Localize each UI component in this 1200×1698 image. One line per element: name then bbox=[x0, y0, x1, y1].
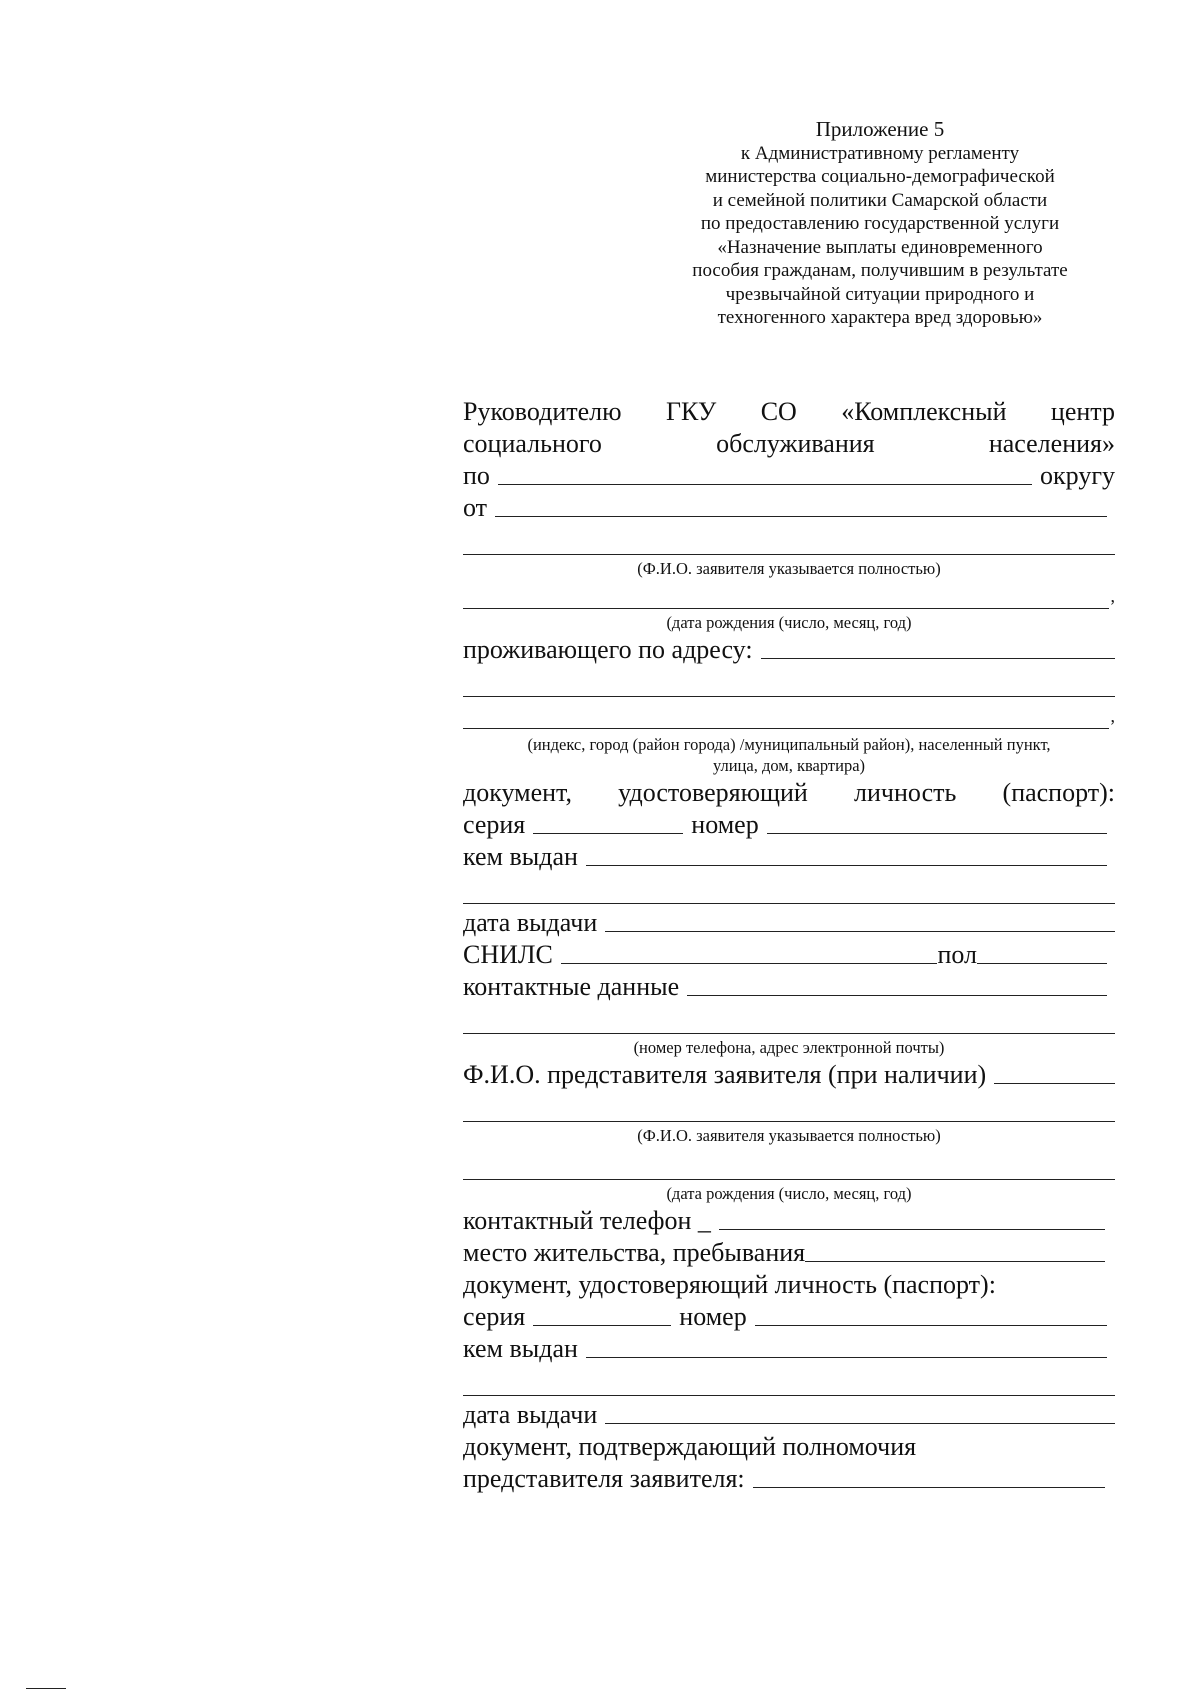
number-label: номер bbox=[679, 1302, 747, 1331]
applicant-series-field[interactable] bbox=[533, 811, 683, 834]
applicant-fio-row bbox=[463, 531, 1115, 557]
header-line: и семейной политики Самарской области bbox=[712, 189, 1048, 211]
header-line: министерства социально-демографической bbox=[705, 166, 1055, 187]
contacts-row-2 bbox=[463, 1010, 1115, 1036]
rep-residence-label: место жительства, пребывания bbox=[463, 1238, 806, 1267]
number-label: номер bbox=[691, 810, 759, 839]
rep-authority-row-2 bbox=[463, 1462, 1115, 1494]
contacts-caption: (номер телефона, адрес электронной почты) bbox=[633, 1038, 945, 1057]
rep-issue-date-field[interactable] bbox=[605, 1401, 1115, 1424]
rep-issued-row bbox=[463, 1332, 1115, 1364]
rep-issued-field[interactable] bbox=[586, 1335, 1107, 1358]
rep-residence-row bbox=[463, 1236, 1115, 1268]
applicant-issued-field[interactable] bbox=[586, 843, 1107, 866]
contacts-field-2[interactable] bbox=[463, 1011, 1115, 1034]
rep-fio-caption: (Ф.И.О. заявителя указывается полностью) bbox=[637, 1126, 941, 1145]
series-label: серия bbox=[463, 810, 526, 839]
doc-word: удостоверяющий bbox=[618, 778, 808, 807]
address-row-3 bbox=[463, 705, 1115, 731]
header-line: техногенного характера вред здоровью» bbox=[717, 307, 1043, 328]
issue-date-label: дата выдачи bbox=[463, 1400, 598, 1429]
applicant-issued-field-2[interactable] bbox=[463, 881, 1115, 904]
okrugu-label: округу bbox=[1040, 461, 1115, 490]
from-field[interactable] bbox=[495, 494, 1107, 517]
contacts-field[interactable] bbox=[687, 973, 1107, 996]
po-label: по bbox=[463, 461, 490, 490]
residing-row bbox=[463, 633, 1115, 665]
footer-mark bbox=[26, 1688, 66, 1689]
addressee-word: Руководителю bbox=[463, 397, 622, 426]
applicant-number-field[interactable] bbox=[767, 811, 1107, 834]
rep-fio-label: Ф.И.О. представителя заявителя (при наличии) bbox=[463, 1060, 987, 1089]
addressee-word: центр bbox=[1050, 397, 1115, 426]
address-field-1[interactable] bbox=[761, 636, 1115, 659]
rep-birth-caption: (дата рождения (число, месяц, год) bbox=[666, 1184, 912, 1203]
header-line: пособия гражданам, получившим в результате bbox=[692, 260, 1068, 281]
snils-label: СНИЛС bbox=[463, 940, 553, 969]
issue-date-label: дата выдачи bbox=[463, 908, 598, 937]
addressee-line-2 bbox=[463, 427, 1115, 459]
rep-phone-label: контактный телефон _ bbox=[463, 1206, 711, 1235]
doc-word: (паспорт): bbox=[1002, 778, 1115, 807]
addressee-word: обслуживания bbox=[716, 429, 875, 458]
rep-passport-row bbox=[463, 1300, 1115, 1332]
rep-fio-row-2 bbox=[463, 1098, 1115, 1124]
appendix-header bbox=[620, 118, 1140, 330]
applicant-birth-caption: (дата рождения (число, месяц, год) bbox=[666, 613, 912, 632]
contacts-label: контактные данные bbox=[463, 972, 680, 1001]
rep-doc-label: документ, удостоверяющий личность (паспорт): bbox=[463, 1270, 996, 1299]
appendix-number: Приложение 5 bbox=[815, 117, 945, 141]
rep-authority-field[interactable] bbox=[753, 1465, 1105, 1488]
header-line: «Назначение выплаты единовременного bbox=[717, 236, 1043, 258]
from-row bbox=[463, 491, 1115, 523]
ot-label: от bbox=[463, 493, 488, 522]
rep-issue-date-row bbox=[463, 1398, 1115, 1430]
rep-issued-field-2[interactable] bbox=[463, 1373, 1115, 1396]
doc-word: личность bbox=[854, 778, 957, 807]
addressee-word: «Комплексный bbox=[841, 397, 1007, 426]
issued-by-label: кем выдан bbox=[463, 1334, 578, 1363]
district-field[interactable] bbox=[498, 462, 1032, 485]
comma-mark: , bbox=[1110, 586, 1115, 606]
address-field-2[interactable] bbox=[463, 674, 1115, 697]
address-field-3[interactable] bbox=[463, 706, 1109, 729]
rep-fio-field[interactable] bbox=[994, 1061, 1115, 1084]
district-row bbox=[463, 459, 1115, 491]
applicant-fio-caption: (Ф.И.О. заявителя указывается полностью) bbox=[637, 559, 941, 578]
sex-field[interactable] bbox=[977, 941, 1107, 964]
address-caption bbox=[463, 734, 1115, 776]
applicant-issue-date-field[interactable] bbox=[605, 909, 1115, 932]
residing-label: проживающего по адресу: bbox=[463, 635, 753, 664]
addressee-line-1 bbox=[463, 395, 1115, 427]
header-line: к Административному регламенту bbox=[740, 142, 1020, 164]
rep-issued-row-2 bbox=[463, 1372, 1115, 1398]
address-caption-line: (индекс, город (район города) /муниципальный район), населенный пункт, bbox=[527, 735, 1051, 754]
applicant-fio-field[interactable] bbox=[463, 532, 1115, 555]
rep-birth-row bbox=[463, 1156, 1115, 1182]
application-form bbox=[463, 395, 1115, 1494]
rep-fio-field-2[interactable] bbox=[463, 1099, 1115, 1122]
rep-series-field[interactable] bbox=[533, 1303, 671, 1326]
applicant-birth-row bbox=[463, 585, 1115, 611]
contacts-row bbox=[463, 970, 1115, 1002]
snils-row bbox=[463, 938, 1115, 970]
rep-phone-field[interactable] bbox=[719, 1207, 1105, 1230]
applicant-issued-row bbox=[463, 840, 1115, 872]
rep-authority-row-1 bbox=[463, 1430, 1115, 1462]
addressee-word: населения» bbox=[988, 429, 1115, 458]
applicant-issue-date-row bbox=[463, 906, 1115, 938]
rep-residence-field[interactable] bbox=[805, 1239, 1105, 1262]
rep-number-field[interactable] bbox=[755, 1303, 1107, 1326]
addressee-word: ГКУ bbox=[666, 397, 717, 426]
applicant-birth-field[interactable] bbox=[463, 586, 1109, 609]
addressee-word: СО bbox=[760, 397, 797, 426]
addressee-word: социального bbox=[463, 429, 602, 458]
comma-mark: , bbox=[1110, 706, 1115, 726]
applicant-passport-row bbox=[463, 808, 1115, 840]
sex-label: пол bbox=[937, 940, 977, 969]
rep-birth-field[interactable] bbox=[463, 1157, 1115, 1180]
header-line: чрезвычайной ситуации природного и bbox=[725, 283, 1035, 305]
rep-phone-row bbox=[463, 1204, 1115, 1236]
doc-word: документ, bbox=[463, 778, 572, 807]
applicant-issued-row-2 bbox=[463, 880, 1115, 906]
applicant-doc-row bbox=[463, 776, 1115, 808]
address-caption-line: улица, дом, квартира) bbox=[712, 756, 866, 775]
issued-by-label: кем выдан bbox=[463, 842, 578, 871]
address-row-2 bbox=[463, 673, 1115, 699]
header-line: по предоставлению государственной услуги bbox=[700, 213, 1060, 234]
rep-doc-row bbox=[463, 1268, 1115, 1300]
rep-fio-row bbox=[463, 1058, 1115, 1090]
rep-authority-label-2: представителя заявителя: bbox=[463, 1464, 745, 1493]
series-label: серия bbox=[463, 1302, 526, 1331]
snils-field[interactable] bbox=[561, 941, 938, 964]
rep-authority-label: документ, подтверждающий полномочия bbox=[463, 1432, 917, 1461]
